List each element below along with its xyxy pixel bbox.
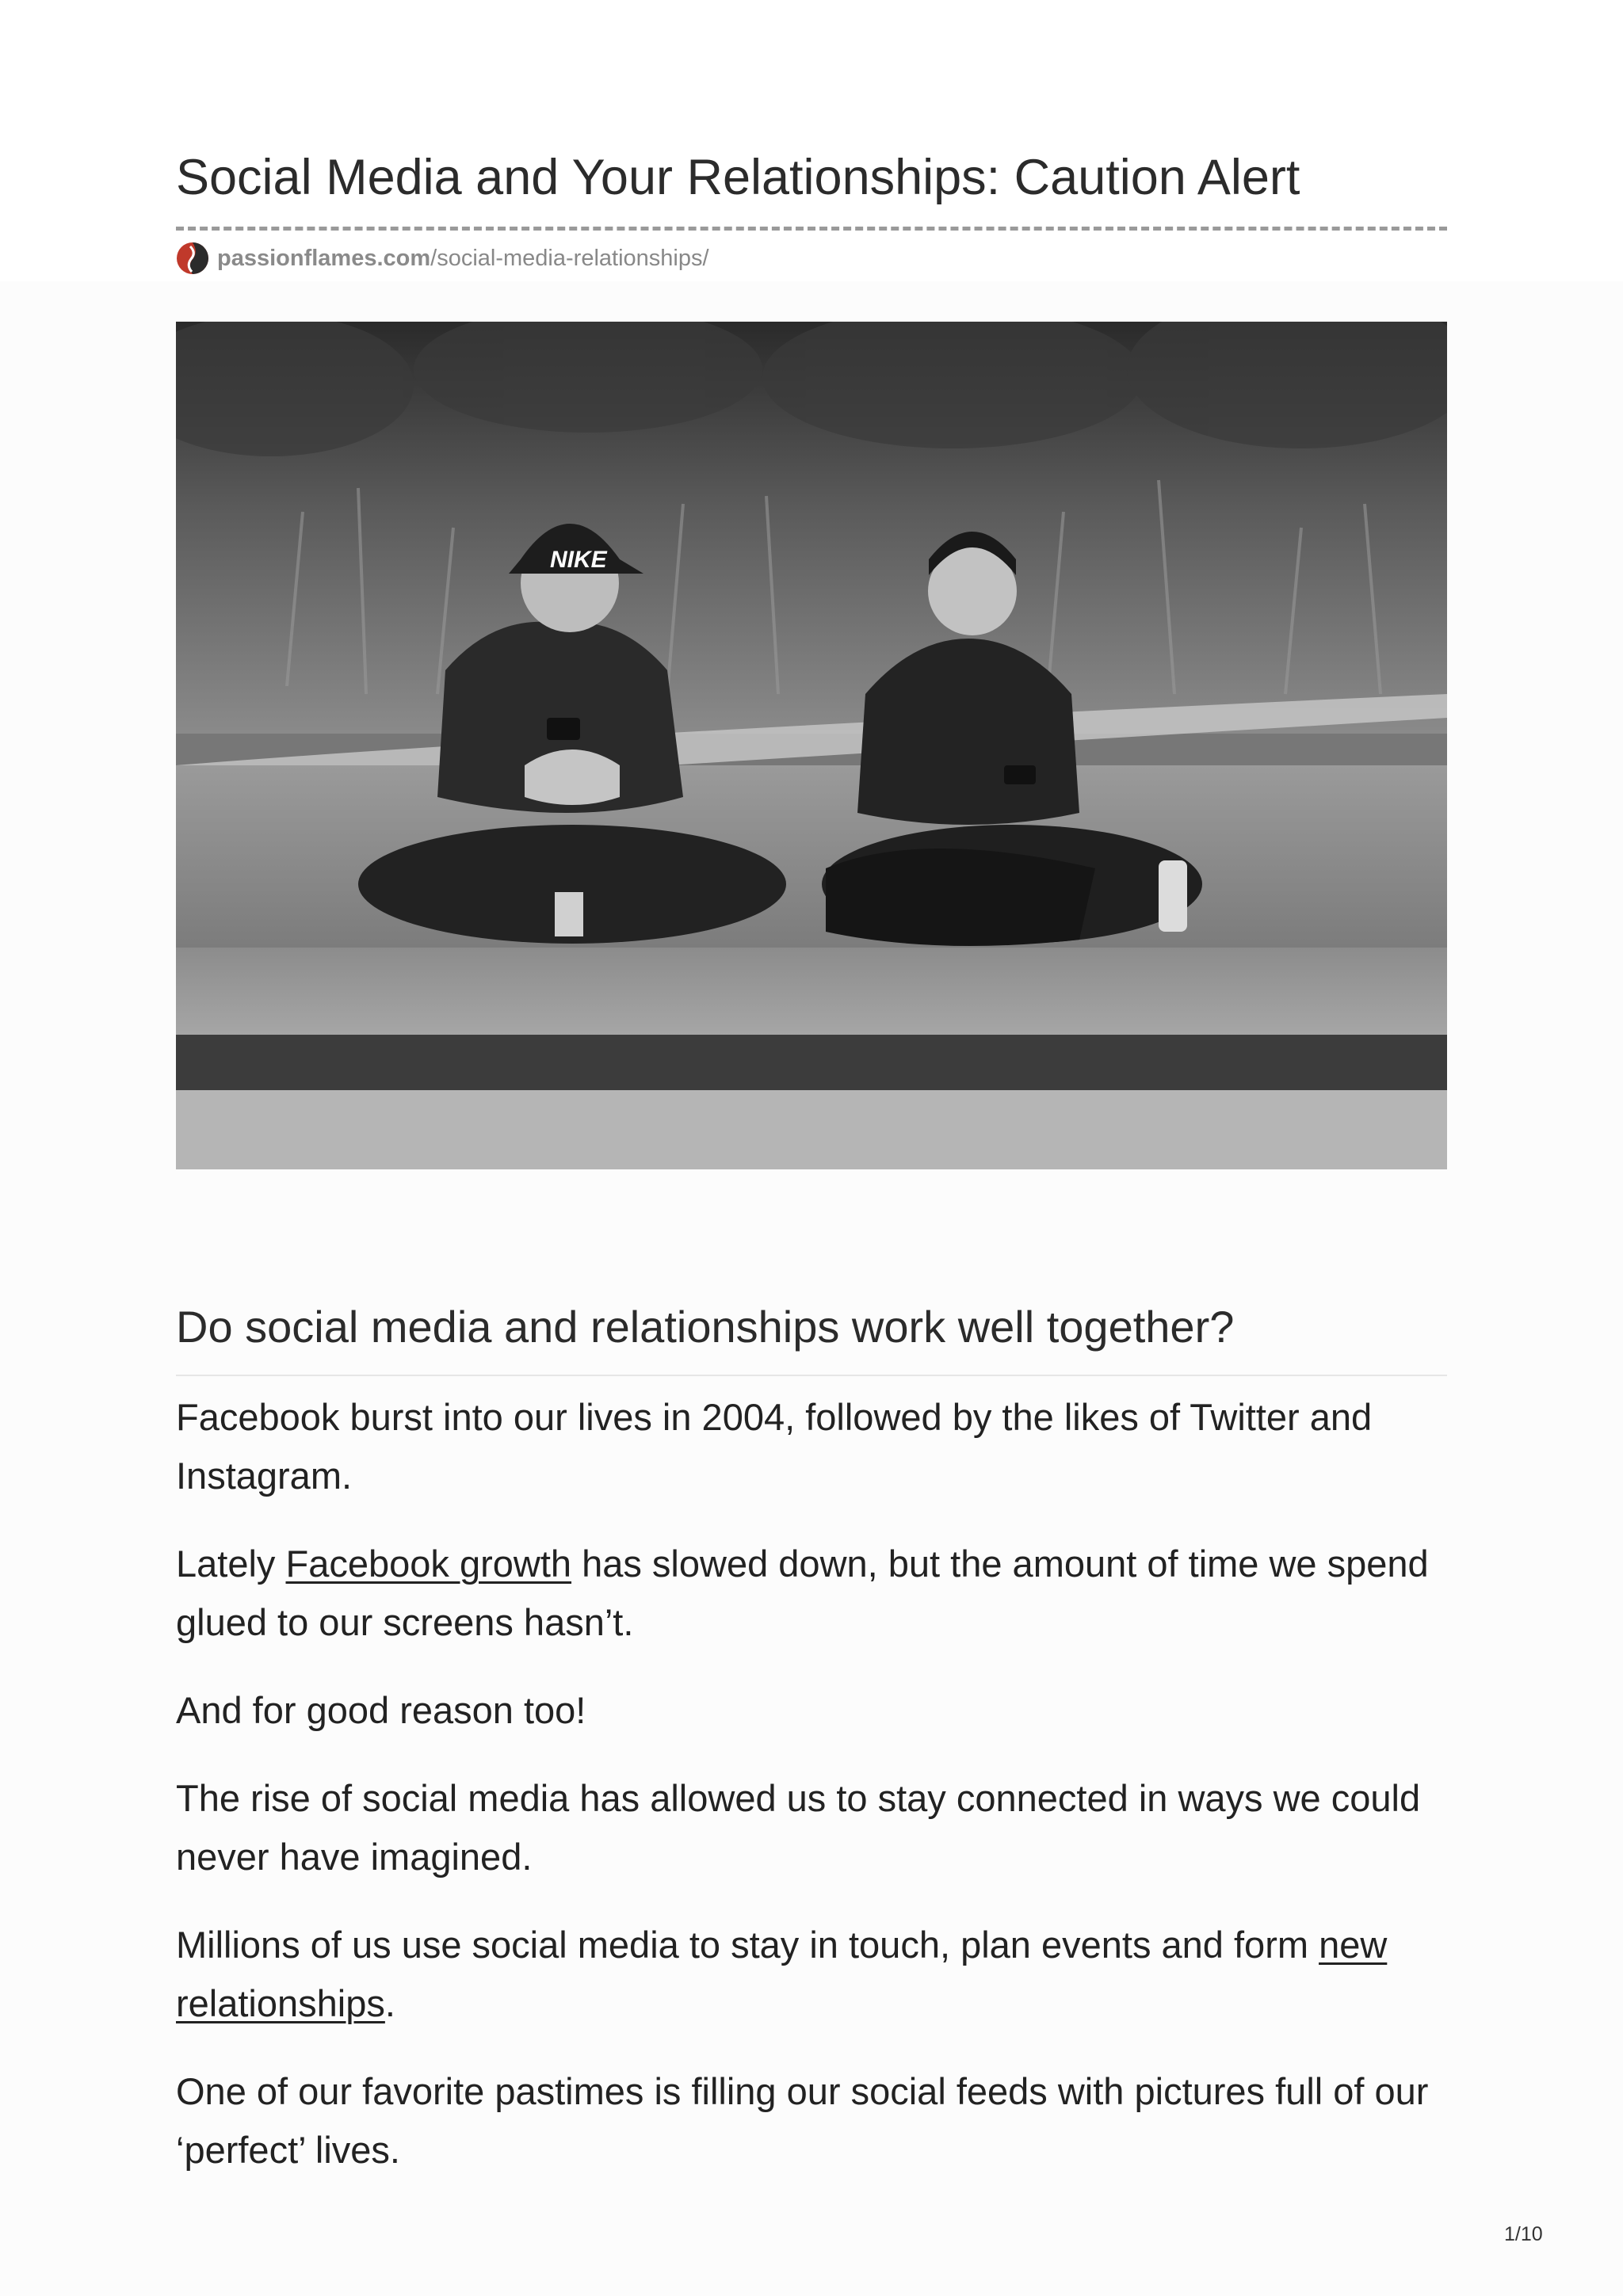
paragraph-5-text-end: . (384, 1982, 395, 2024)
paragraph-5-text-start: Millions of us use social media to stay in touch, plan events and form (176, 1924, 1319, 1966)
passionflames-logo-icon (176, 242, 209, 275)
page-title: Social Media and Your Relationships: Caution Alert (176, 150, 1300, 205)
source-domain[interactable]: passionflames.com (217, 245, 431, 271)
title-divider (176, 227, 1447, 231)
page-number: 1/10 (1504, 2223, 1543, 2245)
paragraph-5 (176, 1916, 1447, 2033)
section-divider (176, 1375, 1447, 1376)
cap-logo-text: NIKE (550, 547, 607, 573)
paragraph-6: One of our favorite pastimes is filling our social feeds with pictures full of our ‘perfect’ lives. (176, 2070, 1429, 2171)
facebook-growth-link[interactable]: Facebook growth (285, 1543, 572, 1585)
source-line[interactable] (176, 241, 709, 276)
paragraph-2 (176, 1535, 1447, 1652)
section-heading: Do social media and relationships work well together? (176, 1302, 1235, 1352)
new-relationships-link[interactable]: new relationships (176, 1924, 1388, 2024)
hero-image (176, 322, 1447, 1169)
paragraph-2-text-start: Lately (176, 1543, 286, 1585)
source-path[interactable]: /social-media-relationships/ (430, 245, 709, 271)
paragraph-4: The rise of social media has allowed us to stay connected in ways we could never have imagined. (176, 1777, 1421, 1878)
paragraph-3: And for good reason too! (176, 1689, 586, 1731)
couple-on-phones-photo (176, 322, 1447, 1169)
paragraph-1: Facebook burst into our lives in 2004, followed by the likes of Twitter and Instagram. (176, 1396, 1373, 1497)
paragraph-2-text-end: has slowed down, but the amount of time we spend glued to our screens hasn’t. (176, 1543, 1429, 1643)
